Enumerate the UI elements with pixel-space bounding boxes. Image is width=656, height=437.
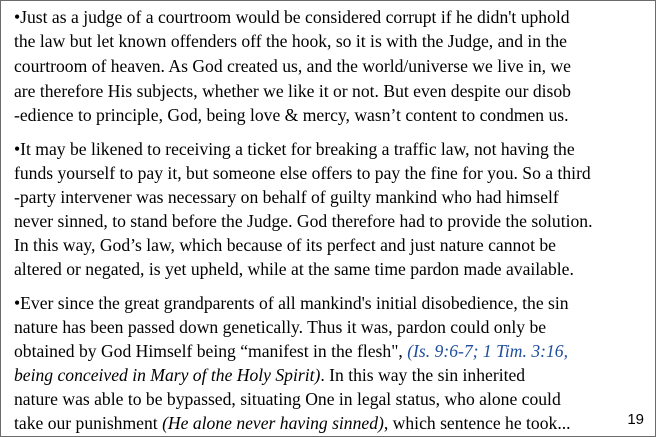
paragraph-3-line-4 [14, 365, 525, 385]
paragraph-1-line-2: the law but let known offenders off the hook, so it is with the Judge, and in the [14, 31, 567, 51]
paragraph-3-line-6-text: take our punishment [14, 413, 163, 433]
paragraph-1-line-4: are therefore His subjects, whether we like it or not. But even despite our disob [14, 81, 571, 101]
paragraph-3-line-4-text: . In this way the sin inherited [320, 365, 526, 385]
paragraph-3-line-2: nature has been passed down genetically. Thus it was, pardon could only be [14, 317, 547, 337]
paragraph-1-line-1: •Just as a judge of a courtroom would be considered corrupt if he didn't uphold [14, 7, 570, 27]
paragraph-2-line-5: In this way, God’s law, which because of its perfect and just nature cannot be [14, 235, 556, 255]
paragraph-2-line-6: altered or negated, is yet upheld, while at the same time pardon made available. [14, 259, 574, 279]
page-number: 19 [627, 411, 644, 428]
paragraph-3-line-3 [14, 341, 568, 361]
conception-note: being conceived in Mary of the Holy Spirit) [14, 365, 321, 385]
paragraph-2-line-2: funds yourself to pay it, but someone else offers to pay the fine for you. So a third [14, 163, 591, 183]
paragraph-1-line-5: -edience to principle, God, being love & mercy, wasn’t content to condmen us. [14, 105, 569, 125]
paragraph-2-line-4: never sinned, to stand before the Judge. God therefore had to provide the solution. [14, 211, 593, 231]
scripture-reference: (Is. 9:6-7; 1 Tim. 3:16, [407, 341, 568, 361]
paragraph-3-line-1: •Ever since the great grandparents of all mankind's initial disobedience, the sin [14, 293, 569, 313]
paragraph-3-line-3-text: obtained by God Himself being “manifest in the flesh", [14, 341, 408, 361]
paragraph-3-line-6-end: , which sentence he took... [383, 413, 571, 433]
paragraph-2-line-1: •It may be likened to receiving a ticket for breaking a traffic law, not having the [14, 139, 575, 159]
paragraph-2-line-3: -party intervener was necessary on behalf of guilty mankind who had himself [14, 187, 559, 207]
paragraph-3-line-6 [14, 413, 571, 433]
sinless-note: (He alone never having sinned) [162, 413, 384, 433]
paragraph-3-line-5: nature was able to be bypassed, situating One in legal status, who alone could [14, 389, 561, 409]
paragraph-1-line-3: courtroom of heaven. As God created us, and the world/universe we live in, we [14, 56, 571, 76]
